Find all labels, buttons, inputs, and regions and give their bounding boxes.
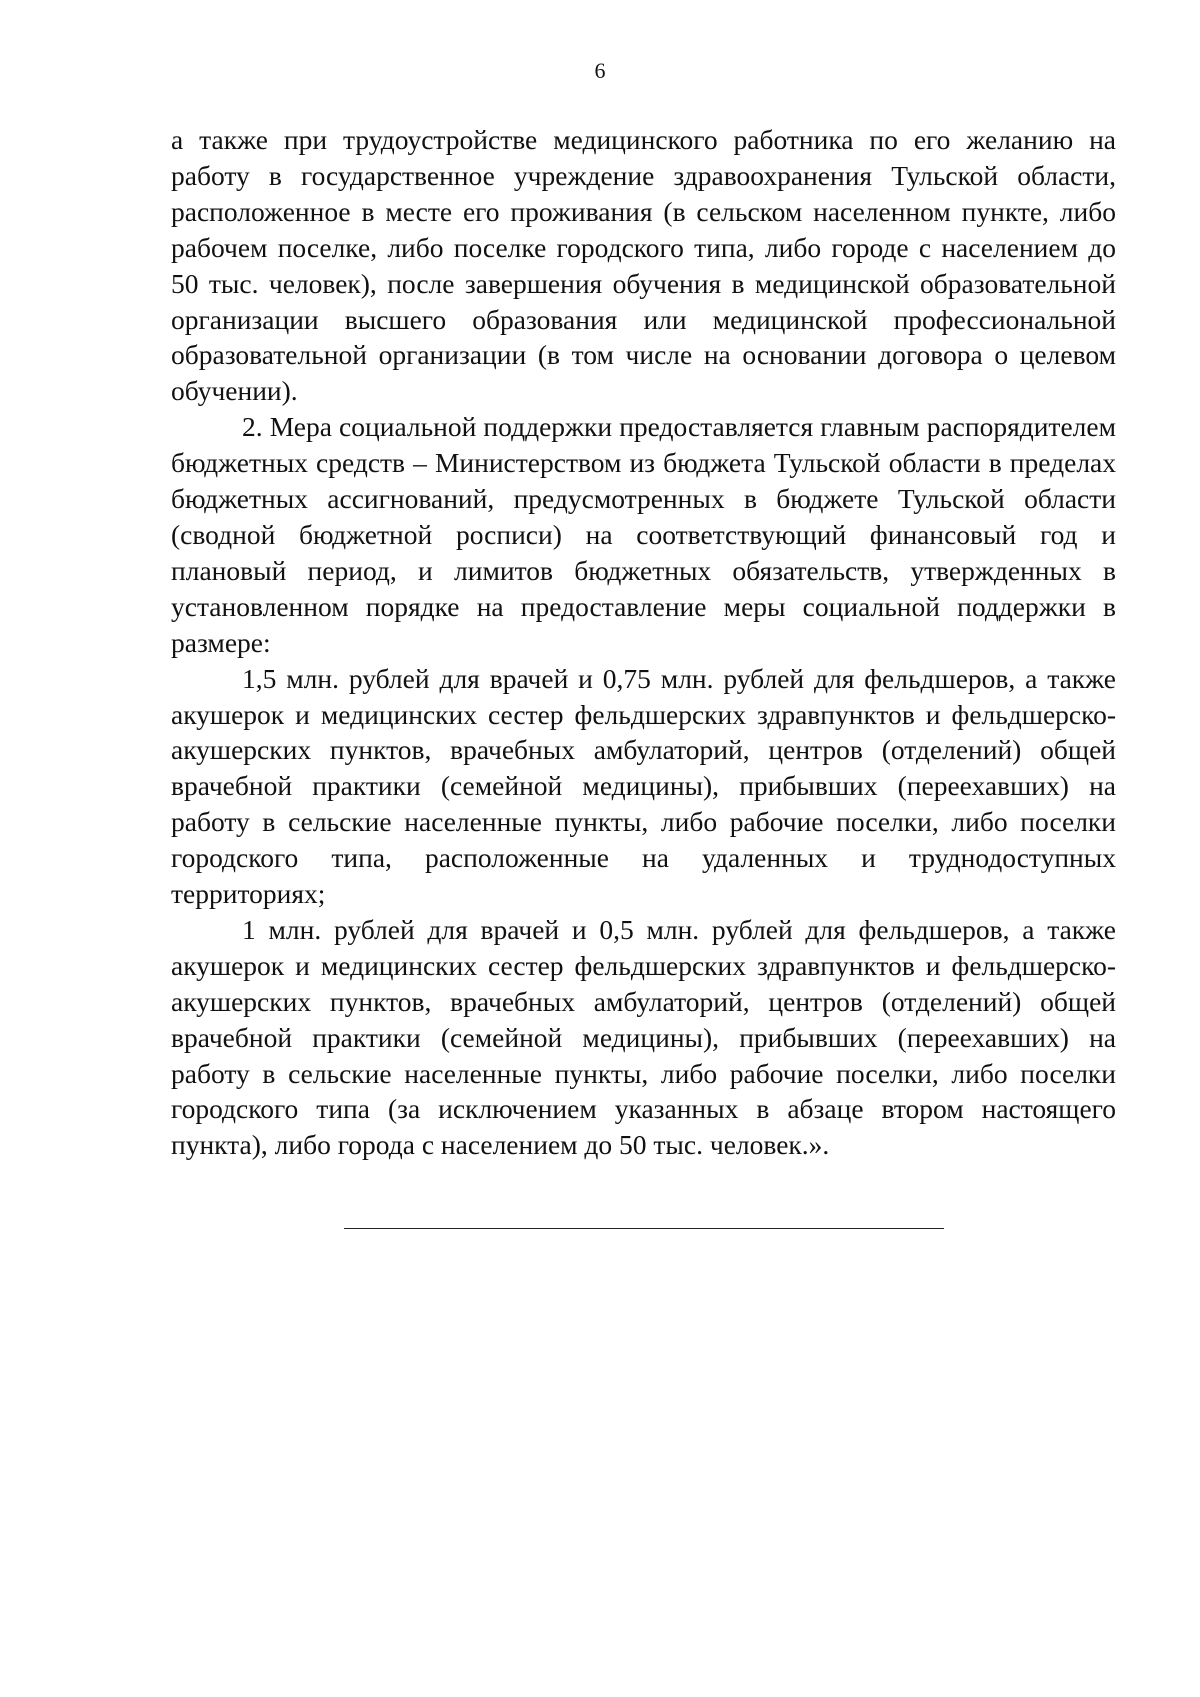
document-body xyxy=(171,122,1116,1163)
paragraph-continuation: а также при трудоустройстве медицинского работника по его желанию на работу в государственное учреждение здравоохранения Тульской области, расположенное в месте его проживания (в сельском населенном пункте, либо рабочем поселке, либо поселке городского типа, либо городе с населением до 50 тыс. человек), после завершения обучения в медицинской образовательной организации высшего образования или медицинской профессиональной образовательной организации (в том числе на основании договора о целевом обучении). xyxy=(171,124,1116,407)
paragraph-amount-remote: 1,5 млн. рублей для врачей и 0,75 млн. рублей для фельдшеров, а также акушерок и медицинских сестер фельдшерских здравпунктов и фельдшерско-акушерских пунктов, врачебных амбулаторий, центров (отделений) общей врачебной практики (семейной медицины), прибывших (переехавших) на работу в сельские населенные пункты, либо рабочие поселки, либо поселки городского типа, расположенные на удаленных и труднодоступных территориях; xyxy=(171,662,1116,910)
end-separator-line xyxy=(344,1228,944,1229)
paragraph-amount-standard: 1 млн. рублей для врачей и 0,5 млн. рублей для фельдшеров, а также акушерок и медицинских сестер фельдшерских здравпунктов и фельдшерско-акушерских пунктов, врачебных амбулаторий, центров (отделений) общей врачебной практики (семейной медицины), прибывших (переехавших) на работу в сельские населенные пункты, либо рабочие поселки, либо поселки городского типа (за исключением указанных в абзаце втором настоящего пункта), либо города с населением до 50 тыс. человек.». xyxy=(171,913,1116,1161)
page-number: 6 xyxy=(594,58,606,83)
paragraph-item-2: 2. Мера социальной поддержки предоставляется главным распорядителем бюджетных средств – Министерством из бюджета Тульской области в пределах бюджетных ассигнований, предусмотренных в бюджете Тульской области (сводной бюджетной росписи) на соответствующий финансовый год и плановый период, и лимитов бюджетных обязательств, утвержденных в установленном порядке на предоставление меры социальной поддержки в размере: xyxy=(171,411,1116,658)
